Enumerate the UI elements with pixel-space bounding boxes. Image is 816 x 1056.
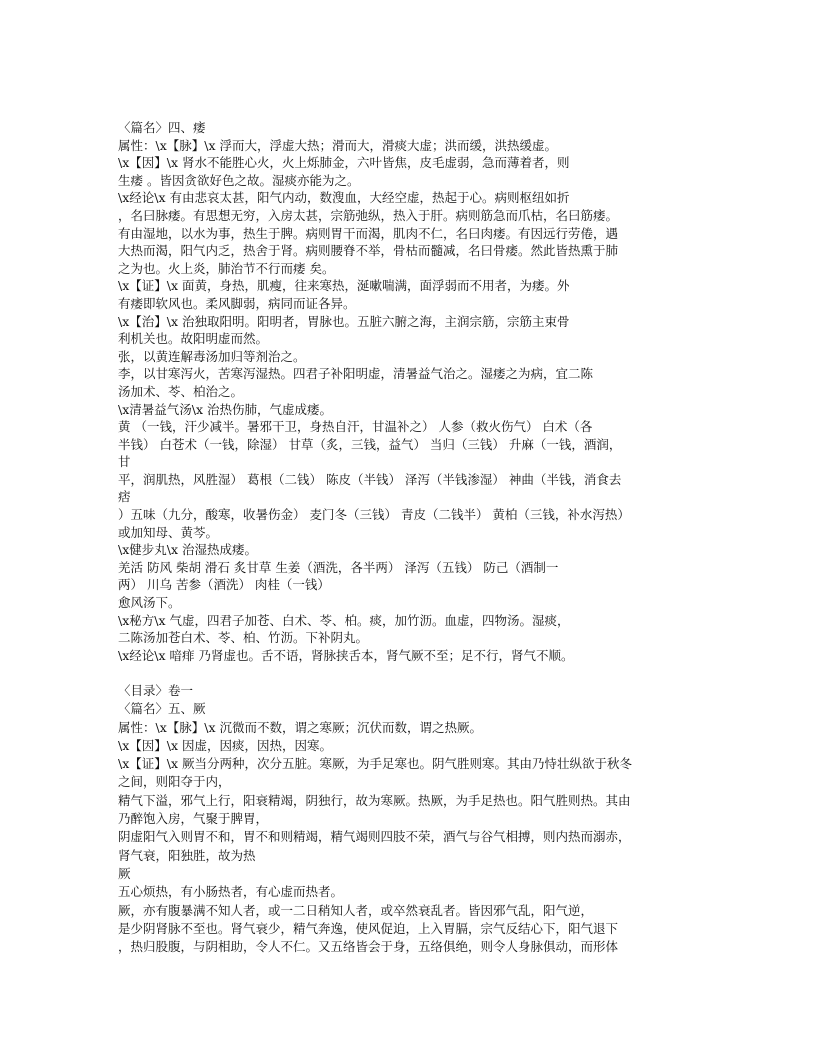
text-line: \x经论\x 有由悲哀太甚，阳气内动，数溲血，大经空虚，热起于心。病则枢纽如折 <box>118 190 570 206</box>
document-page <box>118 119 718 956</box>
text-line: \x清暑益气汤\x 治热伤肺，气虚成痿。 <box>118 401 332 417</box>
text-line: 之间，则阳夺于内， <box>118 774 231 790</box>
text-line: \x秘方\x 气虚，四君子加苍、白术、苓、柏。痰，加竹沥。血虚，四物汤。湿痰， <box>118 612 570 628</box>
text-line: ）五味（九分，酸寒，收暑伤金） 麦门冬（三钱） 青皮（二钱半） 黄柏（三钱，补水泻热） <box>118 507 630 523</box>
text-line: 利机关也。故阳明虚而然。 <box>118 331 269 347</box>
text-line: 半钱） 白苍术（一钱，除湿） 甘草（炙，三钱，益气） 当归（三钱） 升麻（一钱，酒润， <box>118 436 622 452</box>
text-line: \x健步丸\x 治湿热成痿。 <box>118 542 257 558</box>
text-line: 张，以黄连解毒汤加归等剂治之。 <box>118 348 306 364</box>
text-line: 生痿 。皆因贪欲好色之故。湿痰亦能为之。 <box>118 172 360 188</box>
text-line: 有由湿地，以水为事，热生于脾。病则胃干而渴，肌肉不仁，名曰肉痿。有因远行劳倦，遇 <box>118 225 619 241</box>
text-line: 厥 <box>118 865 131 881</box>
text-line: 〈篇名〉五、厥 <box>118 701 206 717</box>
text-line: 乃醉饱入房，气聚于脾胃， <box>118 811 269 827</box>
text-line: \x【治】\x 治独取阳明。阳明者，胃脉也。五脏六腑之海，主润宗筋，宗筋主束骨 <box>118 313 570 329</box>
text-line: 是少阴肾脉不至也。肾气衰少，精气奔逸，使风促迫，上入胃膈，宗气反结心下，阳气退下 <box>118 920 619 936</box>
text-line: 或加知母、黄芩。 <box>118 524 219 540</box>
text-line: 属性：\x【脉】\x 浮而大，浮虚大热；滑而大，滑痰大虚；洪而缓，洪热缓虚。 <box>118 137 557 153</box>
text-line: ，名曰脉痿。有思想无穷，入房太甚，宗筋弛纵，热入于肝。病则筋急而爪枯，名曰筋痿。 <box>118 207 619 223</box>
text-line: 之为也。火上炎，肺治节不行而痿 矣。 <box>118 260 335 276</box>
text-line: 平，润肌热，风胜湿） 葛根（二钱） 陈皮（半钱） 泽泻（半钱渗湿） 神曲（半钱，消食去 <box>118 471 622 487</box>
text-line: \x【证】\x 厥当分两种，次分五脏。寒厥，为手足寒也。阴气胜则寒。其由乃恃壮纵欲于秋冬 <box>118 756 632 772</box>
text-line: 五心烦热，有小肠热者，有心虚而热者。 <box>118 884 344 900</box>
section-gap <box>118 664 718 682</box>
text-line: 有痿即软风也。柔风脚弱，病同而证各异。 <box>118 295 356 311</box>
text-line: 黄 （一钱，汗少减半。暑邪干卫，身热自汗，甘温补之） 人参（救火伤气） 白术（各 <box>118 419 593 435</box>
text-line: 痞 <box>118 489 131 505</box>
text-line: 二陈汤加苍白术、苓、柏、竹沥。下补阴丸。 <box>118 630 369 646</box>
text-line: 〈目录〉卷一 <box>118 683 194 698</box>
text-line: \x【证】\x 面黄，身热，肌瘦，往来寒热，涎嗽喘满，面浮弱而不用者，为痿。外 <box>118 278 570 294</box>
text-line: 属性：\x【脉】\x 沉微而不数，谓之寒厥；沉伏而数，谓之热厥。 <box>118 719 482 735</box>
text-line: \x【因】\x 肾水不能胜心火，火上烁肺金，六叶皆焦，皮毛虚弱，急而薄着者，则 <box>118 155 570 171</box>
text-line: 愈风汤下。 <box>118 595 181 611</box>
section-wei <box>118 119 718 664</box>
text-line: 李，以甘寒泻火，苦寒泻湿热。四君子补阳明虚，清暑益气治之。湿痿之为病，宜二陈 <box>118 366 594 382</box>
text-line: 羌活 防风 柴胡 滑石 炙甘草 生姜（酒洗，各半两） 泽泻（五钱） 防己（酒制一 <box>118 559 559 575</box>
text-line: 汤加术、苓、柏治之。 <box>118 383 244 399</box>
text-line: 两） 川乌 苦参（酒洗） 肉桂（一钱） <box>118 577 330 593</box>
text-line: \x经论\x 喑痱 乃肾虚也。舌不语，肾脉挟舌本，肾气厥不至；足不行，肾气不顺。 <box>118 647 574 663</box>
text-line: 厥，亦有腹暴满不知人者，或一二日稍知人者，或卒然衰乱者。皆因邪气乱，阳气逆， <box>118 902 594 918</box>
text-line: 大热而渴，阳气内乏，热舍于肾。病则腰脊不举，骨枯而髓减，名曰骨痿。然此皆热熏于肺 <box>118 243 619 259</box>
text-line: ，热归股腹，与阴相助，令人不仁。又五络皆会于身，五络俱绝，则令人身脉俱动，而形体 <box>118 939 619 955</box>
text-line: 肾气衰，阳独胜，故为热 <box>118 847 256 863</box>
section-jue <box>118 682 718 956</box>
text-line: 甘 <box>118 454 131 470</box>
text-line: 〈篇名〉四、痿 <box>118 120 206 135</box>
text-line: 阴虚阳气入则胃不和，胃不和则精竭，精气竭则四肢不荣，酒气与谷气相搏，则内热而溺赤， <box>118 829 631 845</box>
text-line: 精气下溢，邪气上行，阳衰精竭，阴独行，故为寒厥。热厥，为手足热也。阳气胜则热。其由 <box>118 792 631 808</box>
text-line: \x【因】\x 因虚，因痰，因热，因寒。 <box>118 737 332 753</box>
